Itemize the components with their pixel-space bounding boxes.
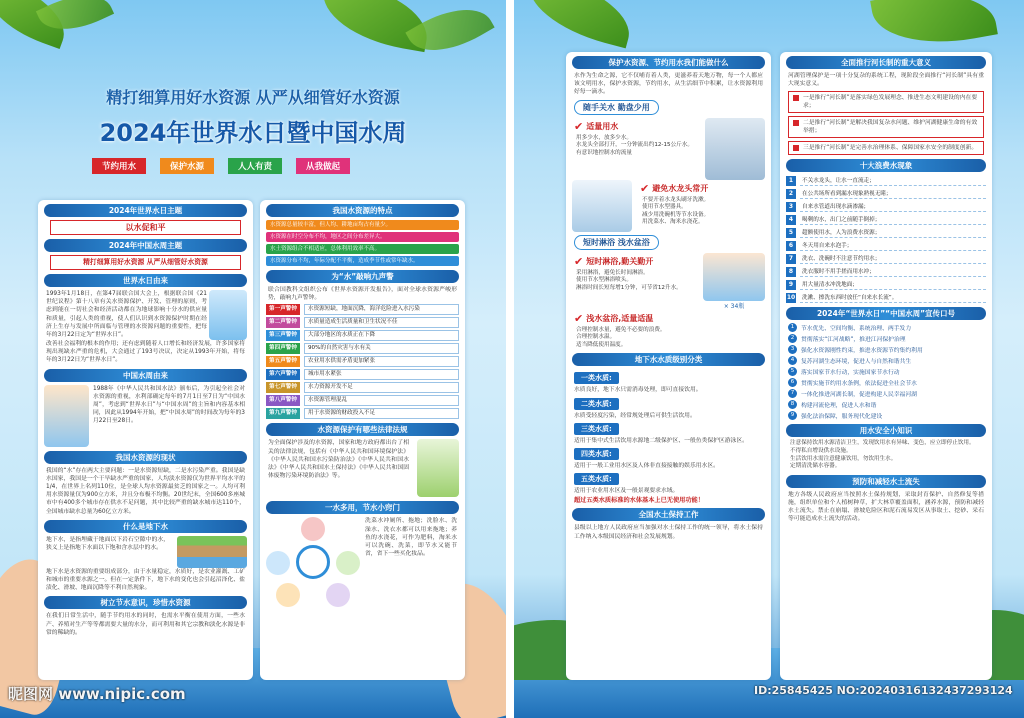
waste-number: 8 bbox=[786, 267, 796, 277]
waste-row bbox=[786, 201, 986, 212]
left-column-card bbox=[38, 200, 253, 680]
alarm-row bbox=[266, 382, 459, 393]
river-list bbox=[780, 91, 992, 155]
level-desc: 适用于一般工业用水区及人体非直接接触的娱乐用水区。 bbox=[574, 463, 719, 469]
waste-row bbox=[786, 279, 986, 290]
list-item: 合理控制水量，避免不必要的浪费。 bbox=[576, 326, 666, 333]
planting-illustration bbox=[417, 439, 459, 497]
slogan-number: 8 bbox=[788, 400, 797, 409]
leaf-decoration bbox=[405, 0, 494, 67]
cnweek-text: 1988年《中华人民共和国水法》颁布后，为引起全社会对水资源的重视，水利部确定每年的7月1日至7日为“中国水周”，考虑到“世界水日”与“中国水周”的主旨和内容基本相同，因此从1994年开始，把“中国水周”的时间改为每年的3月22日至28日。 bbox=[93, 385, 245, 425]
levels-header: 地下水水质级别分类 bbox=[572, 353, 765, 366]
alarm-text: 90%的自然灾害与水有关 bbox=[304, 343, 459, 354]
tip1a-label: 适量用水 bbox=[586, 121, 619, 131]
right-column-card bbox=[260, 200, 465, 680]
faucet-illustration bbox=[209, 290, 247, 340]
origin-header: 世界水日由来 bbox=[44, 274, 247, 287]
waste-row bbox=[786, 227, 986, 238]
waste-header: 十大浪费水现象 bbox=[786, 159, 986, 172]
ground-text-2: 地下水是水资源的重要组成部分，由于水量稳定，水质好，是农业灌溉、工矿和城市的重要水源之一。但在一定条件下，地下水的变化也会引起沼泽化、盐渍化、滑坡、地面沉降等不利自然现象。 bbox=[46, 568, 245, 592]
slogan-number: 4 bbox=[788, 356, 797, 365]
waste-text: 不关水龙头，让水一直流走； bbox=[800, 175, 986, 186]
alarm-text: 用于水资源的财政投入不足 bbox=[304, 408, 459, 419]
tag-row bbox=[92, 158, 350, 174]
watermark-left: 昵图网 www.nipic.com bbox=[8, 685, 186, 703]
tip2a-list bbox=[566, 270, 703, 293]
alarm-text: 水资源管理混乱 bbox=[304, 395, 459, 406]
faucet-illustration bbox=[705, 118, 765, 180]
alarm-tag: 第二声警钟 bbox=[266, 317, 300, 328]
list-item: 用多少水，放多少水。 bbox=[576, 134, 632, 141]
ground-text: 地下水，是指埋藏于地面以下岩石空隙中的水，狭义上是指地下水面以下饱和含水层中的水。 bbox=[46, 536, 169, 552]
waste-number: 9 bbox=[786, 280, 796, 290]
waste-number: 3 bbox=[786, 202, 796, 212]
waste-number: 5 bbox=[786, 228, 796, 238]
slogan-number: 9 bbox=[788, 411, 797, 420]
list-item: 生活饮用水需注意健康饮用，勿饮用生水。 bbox=[790, 455, 897, 462]
right-poster bbox=[514, 0, 1024, 718]
bullet-square bbox=[793, 120, 799, 126]
cnweek-header: 中国水周由来 bbox=[44, 369, 247, 382]
level-name: 五类水质: bbox=[574, 473, 619, 485]
ground-header: 什么是地下水 bbox=[44, 520, 247, 533]
bottle-note: × 34瓶 bbox=[723, 302, 745, 310]
bullet-square bbox=[793, 95, 799, 101]
safety-list bbox=[780, 440, 992, 470]
list-item: 用洗菜水、淘米水浇花。 bbox=[642, 219, 704, 226]
list-item: 采用淋浴，避免长时间淋浴。 bbox=[576, 269, 649, 276]
slogan-row bbox=[788, 378, 984, 387]
list-item: 不得私自增设供水设施。 bbox=[790, 448, 852, 454]
alarm-text: 大部分地区的水质正在下降 bbox=[304, 330, 459, 341]
origin-text-2: 改善社会福利的根本的作用；还有虑到随着人口增长和经济发展，许多国家将现出现缺水严重的危机，大会通过了193号决议，决定从1993年开始，将每年的3月22日为“世界水日”。 bbox=[46, 341, 245, 364]
slogan-number: 6 bbox=[788, 378, 797, 387]
waste-row bbox=[786, 292, 986, 303]
river-text: 一是推行“河长制”是落实绿色发展理念、推进生态文明建设的内在要求； bbox=[803, 95, 978, 110]
tip1b-list bbox=[632, 197, 771, 227]
slogan-row bbox=[788, 400, 984, 409]
level-name: 二类水质: bbox=[574, 398, 619, 410]
waste-text: 洗衣、洗碗时不注意节约用水； bbox=[800, 253, 986, 264]
waste-text: 超额使用水，人为浪费水资源； bbox=[800, 227, 986, 238]
laws-header: 水资源保护有哪些法律法规 bbox=[266, 423, 459, 436]
slogan-text: 节水优先、空间均衡、系统治理、两手发力 bbox=[801, 326, 912, 333]
tip2a-label: 短时淋浴,勤关勤开 bbox=[586, 256, 654, 266]
leaf-decoration bbox=[870, 0, 998, 55]
status-text: 我国的“水”存在两大主要问题：一是水资源短缺，二是水污染严重。我国是缺水国家，我国是一个干旱缺水严重的国家，人均淡水资源仅为世界平均水平的1/4，在世界上名列110位，是全球人均水资源最贫乏的国家之一。人均可利用水资源量仅为900立方米，并且分布极不均衡。20世纪末，全国600多座城市中有400多个城市存在供水不足问题，其中比较严重的缺水城市达110个，全国城市缺水总量为60亿立方米。 bbox=[46, 467, 245, 515]
alarm-tag: 第五声警钟 bbox=[266, 356, 300, 367]
headline-slogan: 精打细算用好水资源 从严从细管好水资源 bbox=[106, 88, 400, 107]
tip2b-list bbox=[566, 327, 771, 350]
status-header: 我国水资源的现状 bbox=[44, 451, 247, 464]
waste-number: 2 bbox=[786, 189, 796, 199]
theme-header: 2024年世界水日主题 bbox=[44, 204, 247, 217]
check-icon: ✔ bbox=[574, 254, 584, 268]
list-item: 淋浴时间长短每增1分钟，可节省12升水。 bbox=[576, 284, 682, 291]
alarm-row bbox=[266, 304, 459, 315]
list-item: 有意识地控制水的流量 bbox=[576, 149, 632, 156]
multi-text: 洗菜水冲厕所、拖地；洗脸水、洗澡水、洗衣水都可以用来拖地；养鱼的水浇花，可作为肥料，淘米水可以洗碗、洗菜，即节水又能节省，省下一些买化妆品。 bbox=[365, 518, 457, 558]
level-desc: 水质良好，地下水只需消毒处理，即可直接饮用。 bbox=[574, 387, 702, 394]
soil-header: 全国水土保持工作 bbox=[572, 508, 765, 521]
check-icon: ✔ bbox=[574, 119, 584, 133]
alarm-row bbox=[266, 317, 459, 328]
river-item bbox=[788, 116, 984, 138]
alarm-row bbox=[266, 408, 459, 419]
slogan-row bbox=[788, 323, 984, 332]
slogan-text: 强化水资源刚性约束，推进水资源节约集约利用 bbox=[801, 348, 923, 355]
features-list bbox=[260, 220, 465, 266]
protect-intro: 水作为生命之源，它不仅哺育着人类，更滋养着天地万物，每一个人都应该文明用水，保护水资源，节约用水，从生活细节中积累，让水资源利用好每一滴水。 bbox=[574, 73, 763, 96]
river-header: 全面推行河长制的重大意义 bbox=[786, 56, 986, 69]
waste-text: 喝剩的水，出门之前随手倒掉； bbox=[800, 214, 986, 225]
alarm-row bbox=[266, 343, 459, 354]
waste-row bbox=[786, 253, 986, 264]
safety-header: 用水安全小知识 bbox=[786, 424, 986, 437]
waste-number: 1 bbox=[786, 176, 796, 186]
tip1b-label: 避免水龙头常开 bbox=[652, 183, 709, 193]
tip1a-list bbox=[566, 135, 705, 158]
waste-row bbox=[786, 188, 986, 199]
tag-label: 人人有责 bbox=[228, 158, 282, 174]
slogan-row bbox=[788, 411, 984, 420]
erosion-text: 地方各级人民政府应当按照水土保持规划，采取封育保护、自然修复等措施，组织单位和个人植树种草，扩大林草覆盖面积，涵养水源，预防和减轻水土流失。禁止在崩塌、滑坡危险区和泥石流易发区从事取土、挖砂、采石等可能造成水土流失的活动。 bbox=[788, 491, 984, 523]
alarm-text: 水资源短缺，地面沉降，海洋危险进入水污染 bbox=[304, 304, 459, 315]
check-icon: ✔ bbox=[574, 311, 584, 325]
river-item bbox=[788, 141, 984, 155]
sink-illustration bbox=[572, 180, 632, 232]
level-desc: 适用于集中式生活饮用水源地二级保护区、一般鱼类保护区游泳区。 bbox=[574, 437, 748, 444]
features-header: 我国水资源的特点 bbox=[266, 204, 459, 217]
tag-label: 节约用水 bbox=[92, 158, 146, 174]
laws-text: 为全面保护涉及的水资源，国家和地方政府都出台了相关的法律法规，包括有《中华人民共和国环境保护法》《中华人民共和国水污染防治法》《中华人民共和国水法》《中华人民共和国水土保持法》《中华人民共和国固体废物污染环境防治法》等。 bbox=[268, 440, 409, 480]
list-item: 适当降低使用温度。 bbox=[576, 341, 627, 348]
alarm-tag: 第六声警钟 bbox=[266, 369, 300, 380]
alarm-tag: 第九声警钟 bbox=[266, 408, 300, 419]
waste-number: 6 bbox=[786, 241, 796, 251]
child-illustration bbox=[44, 385, 89, 447]
slogan-number: 1 bbox=[788, 323, 797, 332]
waste-text: 用大量清水冲洗地面； bbox=[800, 279, 986, 290]
cn-theme-text: 精打细算用好水资源 从严从细管好水资源 bbox=[50, 255, 241, 270]
list-item: 使用节水型淋浴喷头。 bbox=[576, 277, 632, 284]
slogan-row bbox=[788, 367, 984, 376]
alarm-intro: 联合国教科文组织公布《世界水资源开发报告》，面对全球水资源严峻形势，敲响九声警钟。 bbox=[268, 287, 457, 302]
slogan-row bbox=[788, 389, 984, 398]
feature-item: 水资源总量较丰富，但人均、耕地亩均占有量少。 bbox=[266, 220, 459, 230]
slogan-number: 7 bbox=[788, 389, 797, 398]
list-item: 定期清洗储水容器。 bbox=[790, 463, 841, 470]
list-item: 注意保持饮用水源清洁卫生，发现饮用水有异味、变色，应立即停止饮用。 bbox=[790, 440, 975, 447]
alarm-tag: 第一声警钟 bbox=[266, 304, 300, 315]
saving-text: 在我们日常生活中，随手节约用水的同时，也需水平衡在使用方面，一些水产、养殖对生产等等都需要大量的水分，而可利用和其它宗教和淡化水源是非常的稀缺的。 bbox=[46, 613, 245, 636]
slogan-text: 构建河流伦理，促进人水和谐 bbox=[801, 403, 877, 410]
river-intro: 河湖管理保护是一项十分复杂的系统工程，现阶段全面推行“河长制”具有重大现实意义。 bbox=[788, 73, 984, 88]
list-item: 合理控制水温。 bbox=[576, 334, 616, 341]
level-desc: 水质受轻度污染，经常规处理后可供生活饮用。 bbox=[574, 412, 696, 419]
list-item: 不要开着水龙头刷牙洗漱。 bbox=[642, 196, 710, 203]
waste-row bbox=[786, 175, 986, 186]
alarm-text: 城市用水紧张 bbox=[304, 369, 459, 380]
multi-header: 一水多用，节水小窍门 bbox=[266, 501, 459, 514]
water-cycle-illustration bbox=[266, 517, 361, 609]
slogan-row bbox=[788, 334, 984, 343]
slogan-text: 强化法治保障，服务现代化建设 bbox=[801, 414, 883, 421]
level-name: 一类水质: bbox=[574, 372, 619, 384]
levels-list bbox=[566, 369, 771, 495]
feature-item: 水资源分布不均，年际分配不平衡，造成季节性或常年缺水。 bbox=[266, 256, 459, 266]
theme-text: 以水促和平 bbox=[50, 220, 241, 235]
check-icon: ✔ bbox=[640, 181, 650, 195]
list-item: 水龙头全部打开，一分钟流出约12-15公斤水。 bbox=[576, 142, 693, 149]
waste-list bbox=[780, 175, 992, 303]
left-poster bbox=[0, 0, 506, 718]
leaf-decoration bbox=[519, 0, 638, 48]
alarm-tag: 第八声警钟 bbox=[266, 395, 300, 406]
protect-header: 保护水资源、节约用水我们能做什么 bbox=[572, 56, 765, 69]
tag-label: 保护水源 bbox=[160, 158, 214, 174]
watermark-right: ID:25845425 NO:20240316132437293124 bbox=[754, 684, 1013, 697]
slogan-number: 2 bbox=[788, 334, 797, 343]
alarm-header: 为“水”敲响九声警 bbox=[266, 270, 459, 283]
list-item: 使用节水型器具。 bbox=[642, 204, 687, 211]
waste-text: 洗漱、擦洗东西时放任“自来水长流”。 bbox=[800, 292, 986, 303]
alarm-row bbox=[266, 369, 459, 380]
waste-row bbox=[786, 214, 986, 225]
alarm-row bbox=[266, 330, 459, 341]
waste-text: 在公共场所看到漏水现象熟视无睹； bbox=[800, 188, 986, 199]
cn-theme-header: 2024年中国水周主题 bbox=[44, 239, 247, 252]
slogan-number: 5 bbox=[788, 367, 797, 376]
waste-text: 洗衣服时不用手搓而用水冲； bbox=[800, 266, 986, 277]
tag-label: 从我做起 bbox=[296, 158, 350, 174]
slogan-text: 复苏河湖生态环境，促进人与自然和谐共生 bbox=[801, 359, 912, 366]
bullet-square bbox=[793, 145, 799, 151]
waste-text: 自来水管道出现水滴渗漏； bbox=[800, 201, 986, 212]
tip2b-label: 浅水盆浴,适量适温 bbox=[586, 313, 654, 323]
slogan-number: 3 bbox=[788, 345, 797, 354]
alarm-tag: 第三声警钟 bbox=[266, 330, 300, 341]
waste-number: 4 bbox=[786, 215, 796, 225]
poster-gap bbox=[506, 0, 514, 718]
river-text: 二是推行“河长制”是解决我国复杂水问题、维护河湖健康生命的有效举措； bbox=[803, 120, 978, 135]
waste-row bbox=[786, 266, 986, 277]
alarm-list bbox=[260, 304, 465, 419]
slogan-header: 2024年“世界水日”“中国水周”宣传口号 bbox=[786, 307, 986, 320]
erosion-header: 预防和减轻水土流失 bbox=[786, 475, 986, 488]
slogan-text: 一体化推进河湖长制，促进构建人民幸福河湖 bbox=[801, 392, 917, 399]
slogan-row bbox=[788, 356, 984, 365]
levels-warning: 超过五类水质标准的水体基本上已无使用功能！ bbox=[574, 497, 704, 505]
saving-header: 树立节水意识，珍惜水资源 bbox=[44, 596, 247, 609]
feature-item: 水土资源组合不相适应，总体利用效率不高。 bbox=[266, 244, 459, 254]
waste-number: 10 bbox=[786, 293, 796, 301]
waste-row bbox=[786, 240, 986, 251]
slogan-text: 贯彻实施节约用水条例，依法促进全社会节水 bbox=[801, 381, 917, 388]
feature-item: 水资源在时空分布不均，地区之间分布差异大。 bbox=[266, 232, 459, 242]
alarm-tag: 第七声警钟 bbox=[266, 382, 300, 393]
waste-text: 冬天用自来水泡手； bbox=[800, 240, 986, 251]
river-text: 三是推行“河长制”是完善水治理体系、保障国家水安全的制度创新。 bbox=[803, 145, 978, 152]
right-column-a bbox=[566, 52, 771, 680]
alarm-row bbox=[266, 395, 459, 406]
slogan-text: 贯彻落实“江河战略”，推进江河保护治理 bbox=[801, 337, 906, 344]
alarm-text: 水力资源开发不足 bbox=[304, 382, 459, 393]
slogan-list bbox=[780, 323, 992, 420]
alarm-tag: 第四声警钟 bbox=[266, 343, 300, 354]
tip2-title: 短时淋浴 浅水盆浴 bbox=[574, 235, 659, 250]
soil-text: 县级以上地方人民政府应当加强对水土保持工作的统一领导，将水土保持工作纳入本级国民经济和社会发展规划。 bbox=[574, 525, 763, 540]
river-item bbox=[788, 91, 984, 113]
list-item: 减少用洗碗机等节水设备。 bbox=[642, 211, 710, 218]
waste-number: 7 bbox=[786, 254, 796, 264]
alarm-row bbox=[266, 356, 459, 367]
slogan-row bbox=[788, 345, 984, 354]
level-name: 三类水质: bbox=[574, 423, 619, 435]
level-desc: 适用于农业用水区及一般景观要求水域。 bbox=[574, 488, 679, 495]
level-name: 四类水质: bbox=[574, 448, 619, 460]
alarm-text: 农业用水供需矛盾更加紧张 bbox=[304, 356, 459, 367]
groundwater-illustration bbox=[177, 536, 247, 568]
alarm-text: 水质量造成生活质量和卫生状况不佳 bbox=[304, 317, 459, 328]
right-column-b bbox=[780, 52, 992, 680]
tip1-title: 随手关水 勤盘少用 bbox=[574, 100, 659, 115]
origin-text: 1993年1月18日，在第47届联合国大会上，根据联合国《21世纪议程》第十八章有关水资源保护、开发、管理的原则，考虑到能在一切社会和经济活动都在为地球影响十分水的供应量和质量，引起人类的重视，使人们认识到水资源保护时期在经济上生存与发展中所面临与管理的水资源问题的重要性，把每年的3月22日定为“世界水日”。 bbox=[46, 291, 207, 339]
headline-title: 2024年世界水日暨中国水周 bbox=[99, 119, 407, 147]
slogan-text: 落实国家节水行动，实施国家节水行动 bbox=[801, 370, 900, 377]
shower-illustration bbox=[703, 253, 765, 301]
